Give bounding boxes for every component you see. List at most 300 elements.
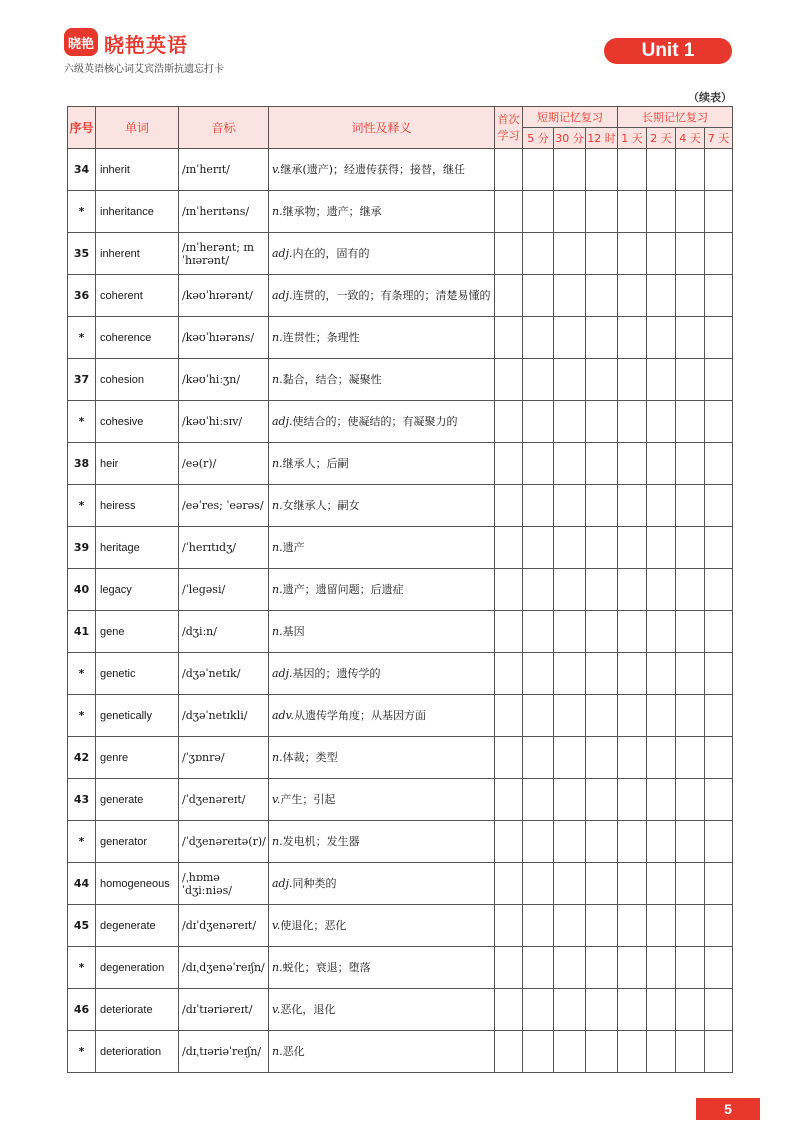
header-long-review: 长期记忆复习 [618,107,733,128]
part-of-speech: n. [272,835,283,848]
row-word: heiress [96,485,179,527]
row-number: * [68,653,96,695]
header-slot-7d: 7 天 [705,128,733,149]
checkbox-review-2d[interactable] [647,527,676,569]
checkbox-review-4d[interactable] [676,485,705,527]
table-row [68,485,733,527]
checkbox-review-1d[interactable] [618,401,647,443]
checkbox-first-study[interactable] [495,443,523,485]
checkbox-review-12h[interactable] [586,443,618,485]
checkbox-review-12h[interactable] [586,737,618,779]
checkbox-review-4d[interactable] [676,443,705,485]
checkbox-first-study[interactable] [495,737,523,779]
row-phonetic: /kəʊˈhiːʒn/ [179,359,269,401]
row-meaning [269,737,495,779]
checkbox-review-12h[interactable] [586,485,618,527]
checkbox-review-5min[interactable] [523,359,554,401]
definition-text: 基因 [282,625,305,638]
checkbox-review-4d[interactable] [676,233,705,275]
checkbox-review-5min[interactable] [523,821,554,863]
checkbox-review-4d[interactable] [676,653,705,695]
row-meaning [269,401,495,443]
row-word: coherent [96,275,179,317]
table-row [68,779,733,821]
checkbox-first-study[interactable] [495,317,523,359]
header-short-review: 短期记忆复习 [523,107,618,128]
checkbox-review-1d[interactable] [618,779,647,821]
checkbox-review-1d[interactable] [618,443,647,485]
checkbox-review-4d[interactable] [676,401,705,443]
checkbox-review-7d[interactable] [705,401,733,443]
checkbox-review-7d[interactable] [705,779,733,821]
checkbox-review-5min[interactable] [523,611,554,653]
checkbox-review-5min[interactable] [523,317,554,359]
row-meaning [269,149,495,191]
row-number: * [68,191,96,233]
part-of-speech: n. [272,541,283,554]
checkbox-review-12h[interactable] [586,149,618,191]
row-number: 40 [68,569,96,611]
checkbox-review-30min[interactable] [554,569,586,611]
checkbox-review-2d[interactable] [647,569,676,611]
checkbox-review-7d[interactable] [705,611,733,653]
table-row [68,317,733,359]
row-word: heir [96,443,179,485]
row-phonetic: /ˈdʒenəreɪtə(r)/ [179,821,269,863]
checkbox-review-4d[interactable] [676,275,705,317]
part-of-speech: n. [272,583,283,596]
row-number: 35 [68,233,96,275]
checkbox-first-study[interactable] [495,359,523,401]
checkbox-review-1d[interactable] [618,989,647,1031]
checkbox-review-5min[interactable] [523,275,554,317]
row-phonetic: /dɪˈdʒenəreɪt/ [179,905,269,947]
checkbox-review-30min[interactable] [554,905,586,947]
row-word: coherence [96,317,179,359]
checkbox-review-1d[interactable] [618,653,647,695]
checkbox-review-30min[interactable] [554,737,586,779]
table-row [68,905,733,947]
row-number: 46 [68,989,96,1031]
checkbox-review-1d[interactable] [618,1031,647,1073]
checkbox-first-study[interactable] [495,947,523,989]
part-of-speech: n. [272,499,283,512]
row-word: inherent [96,233,179,275]
checkbox-review-1d[interactable] [618,233,647,275]
row-word: genetically [96,695,179,737]
checkbox-review-2d[interactable] [647,653,676,695]
checkbox-review-1d[interactable] [618,275,647,317]
row-meaning [269,779,495,821]
checkbox-review-4d[interactable] [676,989,705,1031]
checkbox-review-4d[interactable] [676,737,705,779]
continued-label: （续表） [688,91,732,104]
definition-text: 发电机；发生器 [282,835,360,848]
checkbox-review-30min[interactable] [554,191,586,233]
part-of-speech: adj. [272,289,293,302]
checkbox-review-5min[interactable] [523,569,554,611]
row-word: degenerate [96,905,179,947]
row-phonetic: /dʒəˈnetɪk/ [179,653,269,695]
checkbox-review-7d[interactable] [705,695,733,737]
checkbox-review-7d[interactable] [705,443,733,485]
row-meaning [269,1031,495,1073]
definition-text: 使退化；恶化 [280,919,347,932]
checkbox-first-study[interactable] [495,275,523,317]
row-phonetic: /ˈʒɒnrə/ [179,737,269,779]
checkbox-review-2d[interactable] [647,359,676,401]
row-meaning [269,443,495,485]
checkbox-first-study[interactable] [495,485,523,527]
checkbox-review-12h[interactable] [586,191,618,233]
row-number: 45 [68,905,96,947]
checkbox-review-12h[interactable] [586,695,618,737]
checkbox-review-2d[interactable] [647,905,676,947]
checkbox-review-5min[interactable] [523,905,554,947]
checkbox-review-1d[interactable] [618,947,647,989]
row-word: heritage [96,527,179,569]
checkbox-review-1d[interactable] [618,695,647,737]
checkbox-review-30min[interactable] [554,527,586,569]
definition-text: 女继承人；嗣女 [282,499,360,512]
row-word: genre [96,737,179,779]
checkbox-review-7d[interactable] [705,485,733,527]
checkbox-review-2d[interactable] [647,737,676,779]
checkbox-review-1d[interactable] [618,611,647,653]
checkbox-review-30min[interactable] [554,947,586,989]
checkbox-review-7d[interactable] [705,359,733,401]
checkbox-review-1d[interactable] [618,527,647,569]
row-phonetic: /ˌhɒməˈdʒiːniəs/ [179,863,269,905]
part-of-speech: n. [272,373,283,386]
checkbox-review-1d[interactable] [618,737,647,779]
checkbox-review-12h[interactable] [586,317,618,359]
checkbox-review-5min[interactable] [523,443,554,485]
checkbox-first-study[interactable] [495,233,523,275]
checkbox-review-30min[interactable] [554,443,586,485]
part-of-speech: v. [272,793,281,806]
checkbox-review-5min[interactable] [523,989,554,1031]
part-of-speech: n. [272,331,283,344]
definition-text: 使结合的；使凝结的；有凝聚力的 [292,415,458,428]
header-first-study: 首次学习 [495,107,523,149]
vocabulary-rows [68,149,733,1073]
checkbox-review-30min[interactable] [554,989,586,1031]
checkbox-review-2d[interactable] [647,149,676,191]
checkbox-first-study[interactable] [495,989,523,1031]
checkbox-review-7d[interactable] [705,569,733,611]
table-row [68,191,733,233]
checkbox-first-study[interactable] [495,149,523,191]
checkbox-review-2d[interactable] [647,317,676,359]
checkbox-first-study[interactable] [495,527,523,569]
table-row [68,1031,733,1073]
table-row [68,443,733,485]
part-of-speech: v. [272,163,281,176]
checkbox-review-12h[interactable] [586,275,618,317]
row-number: 44 [68,863,96,905]
checkbox-review-4d[interactable] [676,359,705,401]
table-row [68,401,733,443]
checkbox-review-5min[interactable] [523,485,554,527]
checkbox-review-30min[interactable] [554,779,586,821]
checkbox-review-2d[interactable] [647,233,676,275]
checkbox-review-12h[interactable] [586,779,618,821]
row-meaning [269,275,495,317]
checkbox-review-30min[interactable] [554,359,586,401]
checkbox-review-12h[interactable] [586,359,618,401]
row-phonetic: /ɪnˈherɪtəns/ [179,191,269,233]
checkbox-first-study[interactable] [495,191,523,233]
checkbox-review-1d[interactable] [618,821,647,863]
row-phonetic: /eəˈres; ˈeərəs/ [179,485,269,527]
row-meaning [269,485,495,527]
checkbox-review-1d[interactable] [618,863,647,905]
checkbox-review-7d[interactable] [705,653,733,695]
checkbox-review-5min[interactable] [523,695,554,737]
row-phonetic: /ˈherɪtɪdʒ/ [179,527,269,569]
checkbox-first-study[interactable] [495,1031,523,1073]
checkbox-review-4d[interactable] [676,569,705,611]
checkbox-review-4d[interactable] [676,527,705,569]
checkbox-review-4d[interactable] [676,191,705,233]
checkbox-review-4d[interactable] [676,821,705,863]
checkbox-review-2d[interactable] [647,695,676,737]
header-slot-1d: 1 天 [618,128,647,149]
checkbox-review-5min[interactable] [523,737,554,779]
checkbox-review-7d[interactable] [705,989,733,1031]
part-of-speech: n. [272,205,283,218]
checkbox-review-4d[interactable] [676,947,705,989]
checkbox-first-study[interactable] [495,653,523,695]
checkbox-review-30min[interactable] [554,233,586,275]
row-number: 34 [68,149,96,191]
checkbox-review-7d[interactable] [705,737,733,779]
checkbox-review-12h[interactable] [586,905,618,947]
checkbox-review-30min[interactable] [554,317,586,359]
checkbox-review-30min[interactable] [554,863,586,905]
part-of-speech: v. [272,1003,281,1016]
table-row [68,611,733,653]
checkbox-review-7d[interactable] [705,149,733,191]
checkbox-review-2d[interactable] [647,191,676,233]
checkbox-review-1d[interactable] [618,149,647,191]
checkbox-review-30min[interactable] [554,401,586,443]
header-seq: 序号 [68,107,96,149]
checkbox-review-12h[interactable] [586,863,618,905]
definition-text: 内在的，固有的 [292,247,370,260]
part-of-speech: n. [272,457,283,470]
table-row [68,821,733,863]
checkbox-review-4d[interactable] [676,779,705,821]
row-meaning [269,695,495,737]
checkbox-review-2d[interactable] [647,443,676,485]
checkbox-review-12h[interactable] [586,653,618,695]
checkbox-first-study[interactable] [495,821,523,863]
checkbox-review-12h[interactable] [586,401,618,443]
row-word: inheritance [96,191,179,233]
header-meaning: 词性及释义 [269,107,495,149]
checkbox-review-7d[interactable] [705,233,733,275]
checkbox-review-7d[interactable] [705,821,733,863]
checkbox-review-12h[interactable] [586,989,618,1031]
row-number: * [68,695,96,737]
row-number: * [68,401,96,443]
row-phonetic: /ɪnˈherənt; ɪnˈhɪərənt/ [179,233,269,275]
row-meaning [269,947,495,989]
brand-logo: 晓艳 [64,28,98,56]
checkbox-review-7d[interactable] [705,905,733,947]
header-slot-30min: 30 分 [554,128,586,149]
checkbox-review-7d[interactable] [705,317,733,359]
vocabulary-table [67,106,733,1073]
checkbox-review-7d[interactable] [705,527,733,569]
checkbox-review-4d[interactable] [676,611,705,653]
checkbox-first-study[interactable] [495,779,523,821]
row-phonetic: /kəʊˈhiːsɪv/ [179,401,269,443]
checkbox-review-2d[interactable] [647,275,676,317]
part-of-speech: n. [272,751,283,764]
checkbox-review-4d[interactable] [676,863,705,905]
row-phonetic: /kəʊˈhɪərənt/ [179,275,269,317]
checkbox-review-12h[interactable] [586,947,618,989]
checkbox-first-study[interactable] [495,695,523,737]
checkbox-review-4d[interactable] [676,695,705,737]
row-word: genetic [96,653,179,695]
checkbox-review-12h[interactable] [586,527,618,569]
checkbox-review-7d[interactable] [705,947,733,989]
checkbox-review-2d[interactable] [647,401,676,443]
row-word: cohesion [96,359,179,401]
checkbox-review-12h[interactable] [586,569,618,611]
checkbox-review-5min[interactable] [523,653,554,695]
header-slot-12h: 12 时 [586,128,618,149]
checkbox-review-12h[interactable] [586,821,618,863]
checkbox-first-study[interactable] [495,401,523,443]
checkbox-review-1d[interactable] [618,191,647,233]
checkbox-review-30min[interactable] [554,611,586,653]
row-meaning [269,359,495,401]
checkbox-review-2d[interactable] [647,611,676,653]
checkbox-review-30min[interactable] [554,695,586,737]
definition-text: 基因的；遗传学的 [292,667,381,680]
checkbox-review-5min[interactable] [523,1031,554,1073]
table-row [68,569,733,611]
checkbox-review-2d[interactable] [647,485,676,527]
row-number: 39 [68,527,96,569]
checkbox-review-30min[interactable] [554,275,586,317]
checkbox-review-7d[interactable] [705,863,733,905]
header-slot-2d: 2 天 [647,128,676,149]
checkbox-review-5min[interactable] [523,947,554,989]
checkbox-review-30min[interactable] [554,653,586,695]
row-word: degeneration [96,947,179,989]
part-of-speech: n. [272,961,283,974]
checkbox-review-12h[interactable] [586,1031,618,1073]
checkbox-review-2d[interactable] [647,863,676,905]
checkbox-first-study[interactable] [495,863,523,905]
checkbox-review-5min[interactable] [523,401,554,443]
checkbox-review-1d[interactable] [618,359,647,401]
table-row [68,233,733,275]
row-word: deteriorate [96,989,179,1031]
checkbox-review-2d[interactable] [647,989,676,1031]
checkbox-review-2d[interactable] [647,1031,676,1073]
checkbox-review-12h[interactable] [586,233,618,275]
checkbox-first-study[interactable] [495,611,523,653]
definition-text: 蜕化；衰退；堕落 [282,961,371,974]
checkbox-review-1d[interactable] [618,905,647,947]
checkbox-review-5min[interactable] [523,863,554,905]
checkbox-review-5min[interactable] [523,779,554,821]
checkbox-review-4d[interactable] [676,317,705,359]
checkbox-review-30min[interactable] [554,1031,586,1073]
row-number: * [68,947,96,989]
checkbox-review-2d[interactable] [647,779,676,821]
row-meaning [269,905,495,947]
checkbox-first-study[interactable] [495,905,523,947]
row-meaning [269,191,495,233]
row-number: 36 [68,275,96,317]
checkbox-first-study[interactable] [495,569,523,611]
row-meaning [269,569,495,611]
table-row [68,695,733,737]
definition-text: 连贯的，一致的；有条理的；清楚易懂的 [292,289,491,302]
checkbox-review-30min[interactable] [554,485,586,527]
table-row [68,359,733,401]
row-phonetic: /dʒəˈnetɪkli/ [179,695,269,737]
checkbox-review-1d[interactable] [618,569,647,611]
checkbox-review-4d[interactable] [676,149,705,191]
checkbox-review-7d[interactable] [705,275,733,317]
unit-badge: Unit 1 [604,38,732,64]
definition-text: 恶化 [282,1045,305,1058]
row-phonetic: /ˈlegəsi/ [179,569,269,611]
row-phonetic: /ɪnˈherɪt/ [179,149,269,191]
row-number: * [68,317,96,359]
checkbox-review-30min[interactable] [554,149,586,191]
part-of-speech: n. [272,1045,283,1058]
row-word: generate [96,779,179,821]
row-number: 38 [68,443,96,485]
definition-text: 继承人；后嗣 [282,457,349,470]
checkbox-review-4d[interactable] [676,905,705,947]
row-phonetic: /dɪˈtɪəriəreɪt/ [179,989,269,1031]
row-phonetic: /eə(r)/ [179,443,269,485]
checkbox-review-30min[interactable] [554,821,586,863]
checkbox-review-5min[interactable] [523,527,554,569]
row-phonetic: /dɪˌdʒenəˈreɪʃn/ [179,947,269,989]
checkbox-review-5min[interactable] [523,233,554,275]
row-number: * [68,485,96,527]
table-row [68,275,733,317]
checkbox-review-2d[interactable] [647,821,676,863]
definition-text: 遗产 [282,541,305,554]
checkbox-review-12h[interactable] [586,611,618,653]
checkbox-review-5min[interactable] [523,149,554,191]
checkbox-review-1d[interactable] [618,485,647,527]
definition-text: 从遗传学角度；从基因方面 [294,709,427,722]
checkbox-review-7d[interactable] [705,191,733,233]
checkbox-review-2d[interactable] [647,947,676,989]
checkbox-review-1d[interactable] [618,317,647,359]
checkbox-review-5min[interactable] [523,191,554,233]
row-word: deterioration [96,1031,179,1073]
checkbox-review-4d[interactable] [676,1031,705,1073]
checkbox-review-7d[interactable] [705,1031,733,1073]
definition-text: 黏合，结合；凝聚性 [282,373,382,386]
row-word: cohesive [96,401,179,443]
